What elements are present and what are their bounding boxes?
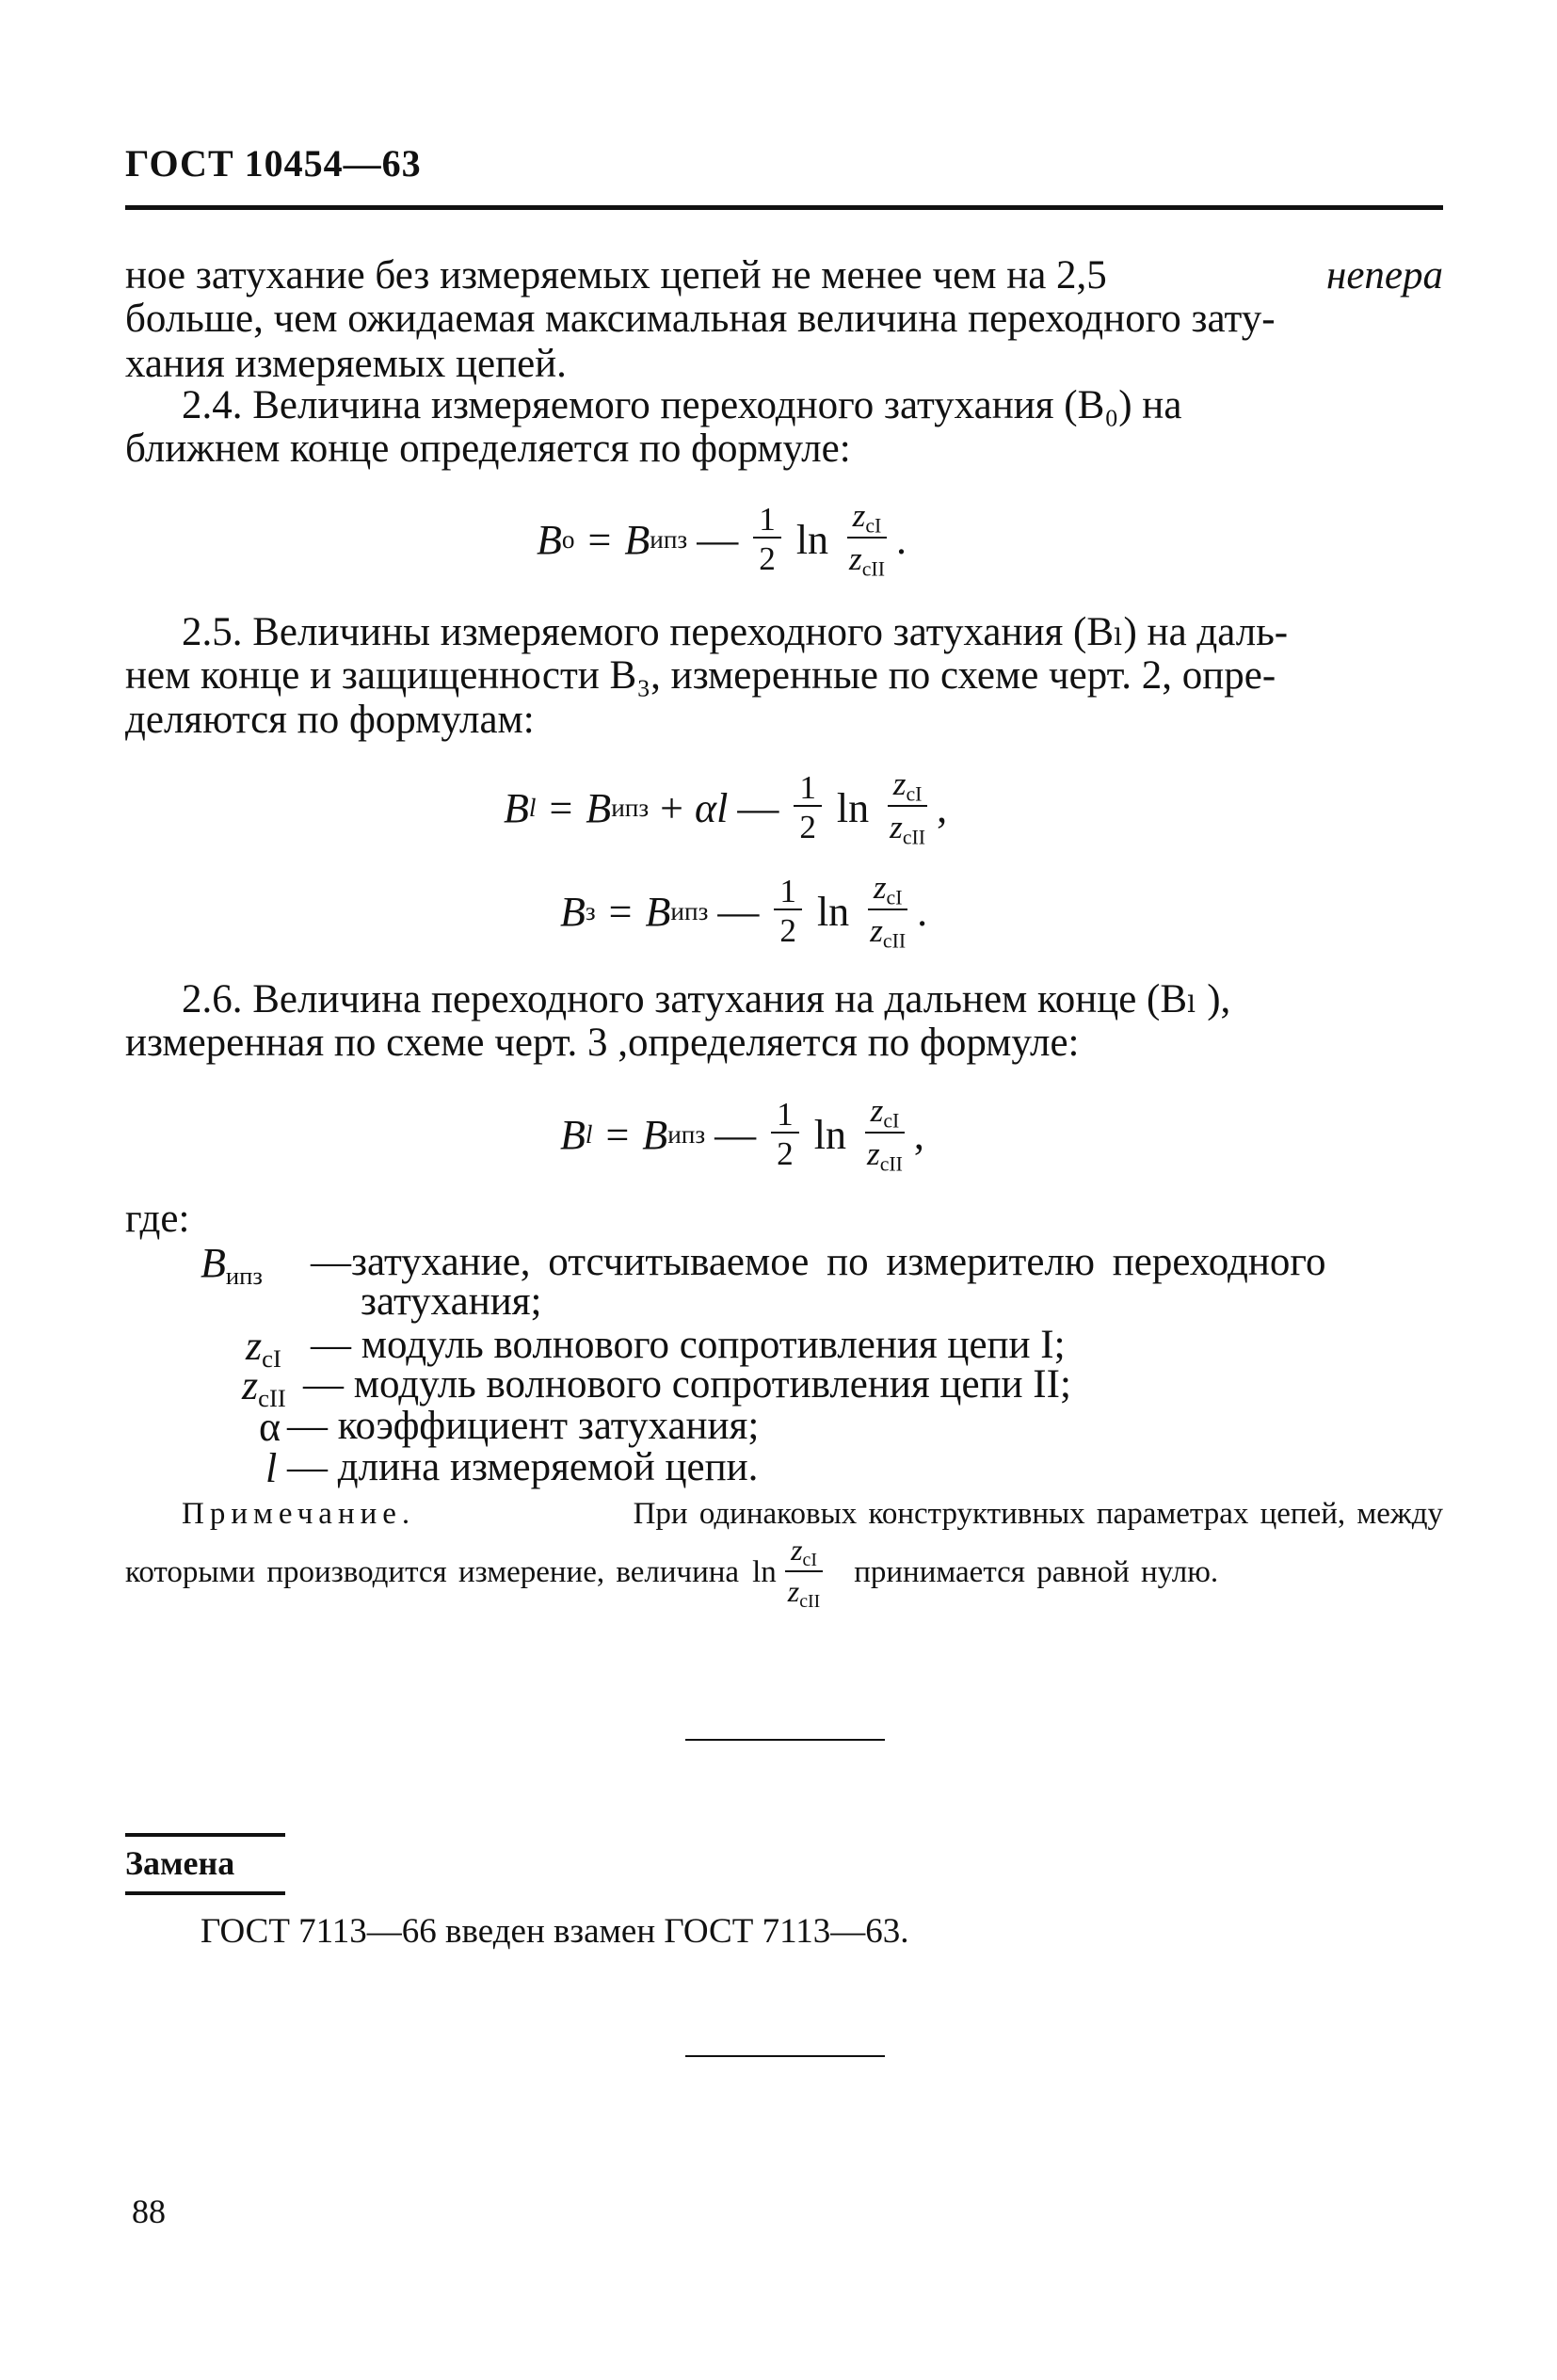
formula-bl-lhs: B xyxy=(504,784,529,831)
note-line-1 xyxy=(182,1497,1443,1532)
formula-bl2-end: , xyxy=(913,1111,924,1158)
def-term-zcii-sub: cII xyxy=(258,1383,286,1412)
half-den: 2 xyxy=(759,540,776,578)
ratio-num: z xyxy=(892,765,907,802)
ratio-den: z xyxy=(870,912,883,950)
ratio-num: z xyxy=(873,869,887,906)
formula-bl-eq: = xyxy=(549,784,573,831)
def-term-alpha-symbol: α xyxy=(259,1404,281,1450)
formula-b0-ratio xyxy=(843,499,891,581)
note-ratio-num-sub: cI xyxy=(802,1549,817,1570)
formula-bl2-lhs-sub: l xyxy=(585,1119,593,1149)
def-term-zcii-symbol: z xyxy=(242,1362,259,1408)
intro-line-1-unit: непера xyxy=(1325,253,1443,298)
note-line-2-text-a: которыми производится измерение, величина xyxy=(125,1555,740,1590)
ratio-den: z xyxy=(866,1135,880,1173)
p25-line-1: 2.5. Величины измеряемого переходного затухания (Bₗ) на даль- xyxy=(182,610,1289,654)
section-divider-1 xyxy=(685,1739,885,1741)
def-text-bipz-main: —затухание, отсчитываемое по измерителю переходного xyxy=(311,1240,1326,1284)
formula-b3-ratio xyxy=(864,871,911,953)
formula-bl-b-sub: ипз xyxy=(611,793,650,822)
formula-b3 xyxy=(560,871,927,953)
note-label: Примечание. xyxy=(182,1497,416,1531)
formula-b0-lhs-sub: о xyxy=(561,524,575,554)
formula-bl2-b: B xyxy=(642,1111,668,1158)
formula-bl2-minus: — xyxy=(714,1111,757,1158)
page-number: 88 xyxy=(132,2193,166,2230)
formula-b0-ln: ln xyxy=(795,516,829,563)
intro-line-1-text: ное затухание без измеряемых цепей не менее чем на 2,5 xyxy=(125,253,1107,298)
formula-bl2-ln: ln xyxy=(813,1111,846,1158)
def-term-l xyxy=(265,1444,277,1492)
formula-bl-lhs-sub: l xyxy=(528,793,537,822)
def-term-zci-sub: cI xyxy=(262,1343,281,1373)
formula-bl2-half xyxy=(771,1095,799,1173)
formula-bl-minus: — xyxy=(737,784,779,831)
formula-bl2-b-sub: ипз xyxy=(667,1119,706,1149)
formula-b3-half xyxy=(774,872,802,950)
half-num: 1 xyxy=(774,875,802,911)
def-term-bipz-sub: ипз xyxy=(225,1261,263,1290)
intro-line-1 xyxy=(125,252,1443,298)
replacement-text: ГОСТ 7113—66 введен взамен ГОСТ 7113—63. xyxy=(201,1912,909,1951)
formula-b3-end: . xyxy=(917,888,928,935)
def-term-l-symbol: l xyxy=(265,1445,278,1491)
ratio-num-sub: cI xyxy=(883,1109,900,1133)
formula-b0-b-sub: ипз xyxy=(650,524,688,554)
def-text-zcii: — модуль волнового сопротивления цепи II; xyxy=(303,1362,1071,1407)
p26-line-1: 2.6. Величина переходного затухания на дальнем конце (Bₗ ), xyxy=(182,977,1231,1021)
formula-bl-end: , xyxy=(937,784,948,831)
formula-b3-ln: ln xyxy=(816,888,850,935)
half-den: 2 xyxy=(799,809,816,846)
formula-bl-b: B xyxy=(586,784,612,831)
formula-b3-eq: = xyxy=(608,888,633,935)
note-ratio-num: z xyxy=(791,1533,803,1567)
p25-line-3: деляются по формулам: xyxy=(125,698,535,742)
def-term-bipz-symbol: B xyxy=(201,1240,226,1286)
p25-line-2: нем конце и защищенности B₃, измеренные по схеме черт. 2, опре- xyxy=(125,653,1276,698)
half-den: 2 xyxy=(777,1135,794,1173)
p24-line-2: ближнем конце определяется по формуле: xyxy=(125,426,851,471)
formula-b3-lhs-sub: з xyxy=(585,896,596,925)
formula-b0-eq: = xyxy=(587,516,612,563)
ratio-den-sub: cII xyxy=(882,930,907,953)
intro-line-3: хания измеряемых цепей. xyxy=(125,342,567,386)
note-ratio xyxy=(782,1535,826,1612)
formula-bl2 xyxy=(560,1094,924,1176)
formula-b0-end: . xyxy=(895,516,907,563)
formula-bl-plus: + xyxy=(660,784,683,831)
formula-bl-half xyxy=(794,768,822,846)
def-text-alpha: — коэффициент затухания; xyxy=(287,1404,760,1448)
formula-bl-al: αl xyxy=(694,784,729,831)
formula-bl xyxy=(504,767,947,849)
replacement-title: Замена xyxy=(125,1844,235,1882)
formula-b3-b: B xyxy=(645,888,671,935)
ratio-den-sub: cII xyxy=(861,558,885,581)
formula-bl2-eq: = xyxy=(605,1111,630,1158)
formula-bl2-ratio xyxy=(861,1094,908,1176)
formula-b0-half xyxy=(753,500,781,578)
def-text-zci: — модуль волнового сопротивления цепи I; xyxy=(311,1323,1066,1367)
ratio-den: z xyxy=(849,540,862,578)
intro-line-2: больше, чем ожидаемая максимальная величина переходного зату- xyxy=(125,297,1276,341)
half-num: 1 xyxy=(794,771,822,808)
note-line-2-text-b: принимается равной нулю. xyxy=(854,1555,1219,1590)
header-rule xyxy=(125,205,1443,210)
formula-b0-minus: — xyxy=(697,516,739,563)
formula-b3-b-sub: ипз xyxy=(670,896,709,925)
ratio-num-sub: cI xyxy=(906,782,923,806)
formula-b3-lhs: B xyxy=(560,888,586,935)
def-text-bipz-cont: затухания; xyxy=(361,1279,542,1324)
note-line-1-text: При одинаковых конструктивных параметрах цепей, между xyxy=(633,1497,1443,1531)
def-term-bipz xyxy=(201,1239,263,1291)
note-ratio-den: z xyxy=(787,1573,800,1608)
half-num: 1 xyxy=(771,1098,799,1134)
replacement-rule-bottom xyxy=(125,1891,285,1895)
formula-b0-lhs: B xyxy=(537,516,562,563)
note-line-2 xyxy=(125,1535,1443,1612)
ratio-num-sub: cI xyxy=(886,886,903,909)
document-header: ГОСТ 10454—63 xyxy=(125,142,422,185)
half-den: 2 xyxy=(779,912,796,950)
p24-line-1: 2.4. Величина измеряемого переходного затухания (B₀) на xyxy=(182,383,1182,427)
formula-bl2-lhs: B xyxy=(560,1111,586,1158)
def-text-l: — длина измеряемой цепи. xyxy=(287,1445,759,1489)
ratio-num: z xyxy=(870,1092,884,1129)
formula-b0 xyxy=(537,499,907,581)
ratio-num: z xyxy=(852,497,866,534)
def-term-zci-symbol: z xyxy=(246,1323,263,1369)
formula-bl-ln: ln xyxy=(836,784,870,831)
where-label: где: xyxy=(125,1197,190,1241)
ratio-num-sub: cI xyxy=(865,514,882,538)
section-divider-2 xyxy=(685,2055,885,2057)
formula-b3-minus: — xyxy=(717,888,760,935)
half-num: 1 xyxy=(753,503,781,539)
formula-b0-b: B xyxy=(624,516,650,563)
formula-bl-ratio xyxy=(884,767,931,849)
p26-line-2: измеренная по схеме черт. 3 ,определяется по формуле: xyxy=(125,1021,1080,1065)
note-ratio-den-sub: cII xyxy=(799,1590,821,1612)
replacement-rule-top xyxy=(125,1833,285,1837)
ratio-den-sub: cII xyxy=(902,827,926,849)
ratio-den: z xyxy=(890,809,903,846)
note-ln: ln xyxy=(752,1555,777,1590)
ratio-den-sub: cII xyxy=(879,1153,903,1176)
